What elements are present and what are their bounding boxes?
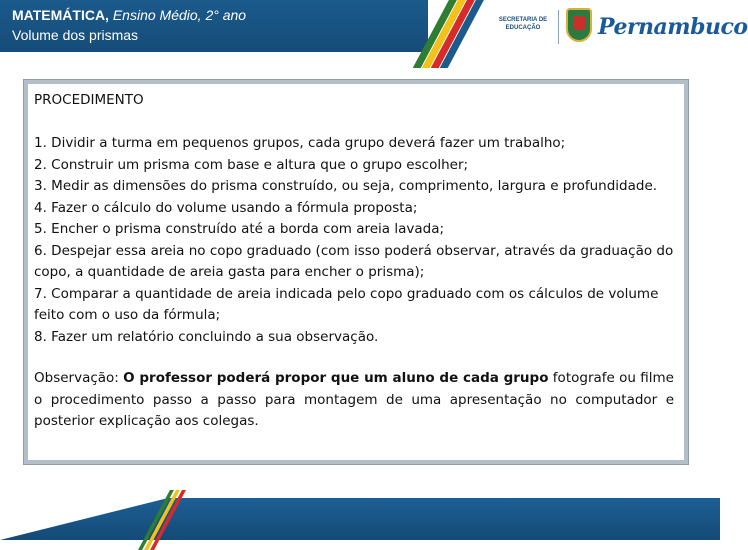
government-logos xyxy=(488,6,748,48)
topic-title: Volume dos prismas xyxy=(12,27,139,43)
observation-bold-text: O professor poderá propor que um aluno de cada grupo xyxy=(123,370,549,386)
procedure-box xyxy=(24,80,688,464)
decorative-stripes xyxy=(428,0,468,52)
observation-label: Observação: xyxy=(34,370,124,386)
course-title xyxy=(12,6,428,24)
footer-line-yellow xyxy=(144,490,180,550)
step-item: 1. Dividir a turma em pequenos grupos, cada grupo deverá fazer um trabalho; xyxy=(34,135,566,151)
step-item: 3. Medir as dimensões do prisma construído, ou seja, comprimento, largura e profundidade. xyxy=(34,178,658,194)
step-item: 7. Comparar a quantidade de areia indicada pelo copo graduado com os cálculos de volume feito com o uso da fórmula; xyxy=(34,285,659,323)
pernambuco-logo-text: Pernambuco xyxy=(598,14,748,40)
subject-label: MATEMÁTICA, xyxy=(12,7,109,23)
step-item: 4. Fazer o cálculo do volume usando a fórmula proposta; xyxy=(34,199,418,216)
procedure-heading: PROCEDIMENTO xyxy=(34,92,144,108)
logo-divider xyxy=(558,10,559,44)
procedure-steps xyxy=(34,133,674,348)
footer-accent-lines xyxy=(150,498,180,540)
slide-header xyxy=(0,0,748,52)
observation-paragraph xyxy=(34,368,674,433)
footer-bar xyxy=(0,498,720,540)
observation-rest-text: fotografe ou filme o procedimento passo a passo para montagem de uma apresentação no computador e posterior explicação aos colegas. xyxy=(34,370,674,429)
pernambuco-crest-icon xyxy=(566,8,592,42)
step-item: 6. Despejar essa areia no copo graduado (com isso poderá observar, através da graduação do copo, a quantidade de areia gasta para encher o prisma); xyxy=(34,242,674,280)
step-item: 5. Encher o prisma construído até a borda com areia lavada; xyxy=(34,221,445,237)
title-banner xyxy=(0,0,428,52)
step-item: 2. Construir um prisma com base e altura que o grupo escolher; xyxy=(34,156,469,173)
step-item: 8. Fazer um relatório concluindo a sua observação. xyxy=(34,328,379,345)
secretaria-logo-text: SECRETARIA DE EDUCAÇÃO xyxy=(498,17,548,31)
slide-footer xyxy=(0,498,720,540)
level-label: Ensino Médio, 2° ano xyxy=(108,7,247,23)
